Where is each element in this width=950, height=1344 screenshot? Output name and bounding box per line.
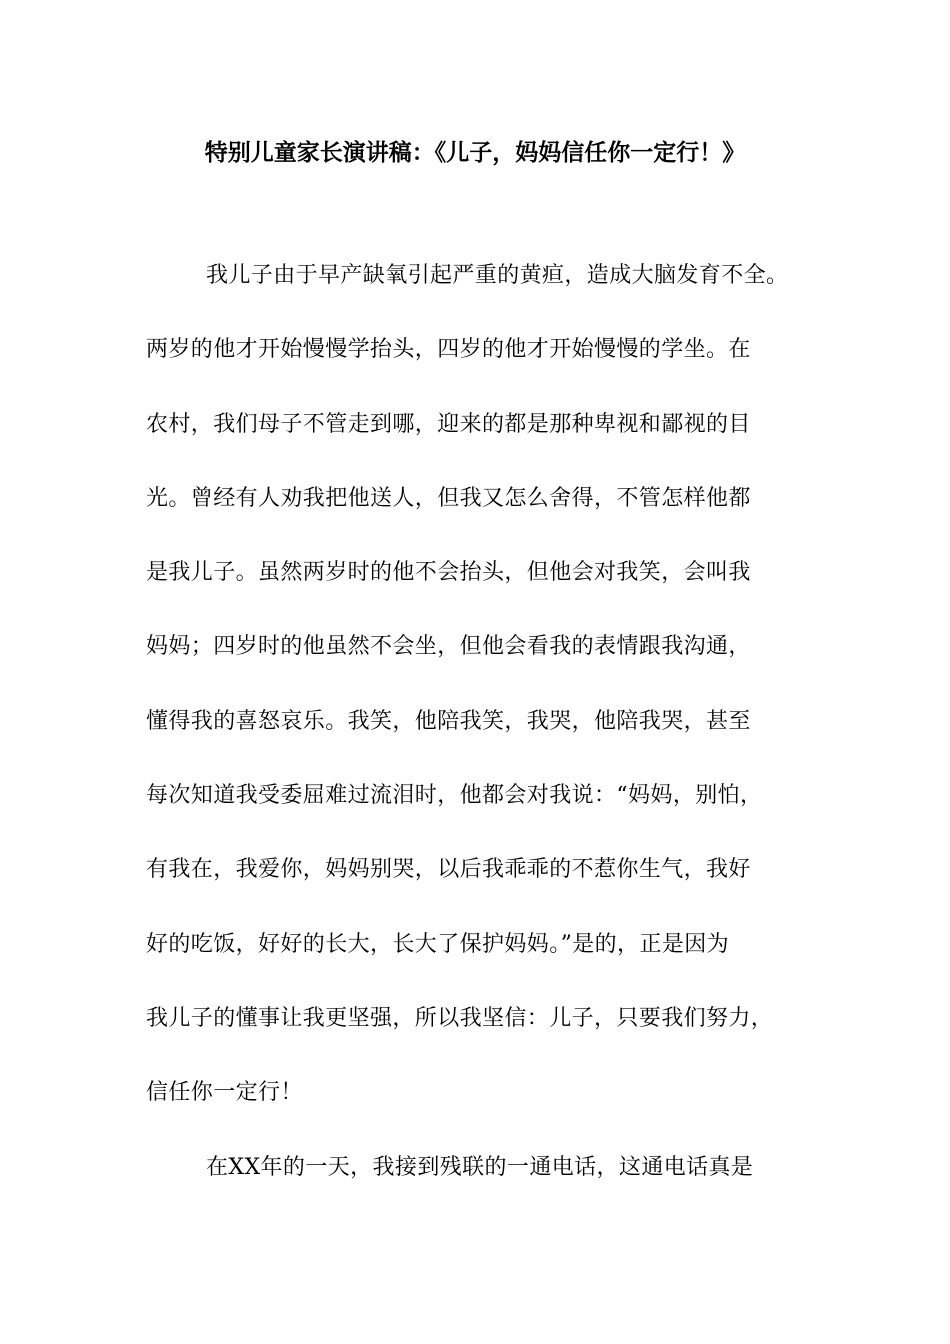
paragraph-line: 农村，我们母子不管走到哪，迎来的都是那种卑视和鄙视的目 xyxy=(146,411,751,437)
paragraph-line: 有我在，我爱你，妈妈别哭，以后我乖乖的不惹你生气，我好 xyxy=(146,857,751,883)
paragraph-line: 我儿子的懂事让我更坚强，所以我坚信：儿子，只要我们努力， xyxy=(146,1005,774,1031)
paragraph-line: 好的吃饭，好好的长大，长大了保护妈妈。”是的，正是因为 xyxy=(146,931,730,957)
paragraph-line: 我儿子由于早产缺氧引起严重的黄疸，造成大脑发育不全。 xyxy=(206,263,789,288)
paragraph-line: 是我儿子。虽然两岁时的他不会抬头，但他会对我笑，会叫我 xyxy=(146,560,751,586)
paragraph-line: 光。曾经有人劝我把他送人，但我又怎么舍得，不管怎样他都 xyxy=(146,485,751,511)
paragraph-line: 妈妈；四岁时的他虽然不会坐，但他会看我的表情跟我沟通， xyxy=(146,634,751,660)
paragraph-line: 信任你一定行！ xyxy=(146,1080,303,1106)
document-title: 特别儿童家长演讲稿：《儿子，妈妈信任你一定行！》 xyxy=(204,140,746,166)
paragraph-line: 懂得我的喜怒哀乐。我笑，他陪我笑，我哭，他陪我哭，甚至 xyxy=(146,708,751,734)
paragraph-line: 两岁的他才开始慢慢学抬头，四岁的他才开始慢慢的学坐。在 xyxy=(146,337,751,363)
paragraph-line: 在XX年的一天，我接到残联的一通电话，这通电话真是 xyxy=(206,1154,754,1180)
document-body xyxy=(146,255,826,1221)
paragraph-line: 每次知道我受委屈难过流泪时，他都会对我说：“妈妈，别怕， xyxy=(146,783,763,809)
